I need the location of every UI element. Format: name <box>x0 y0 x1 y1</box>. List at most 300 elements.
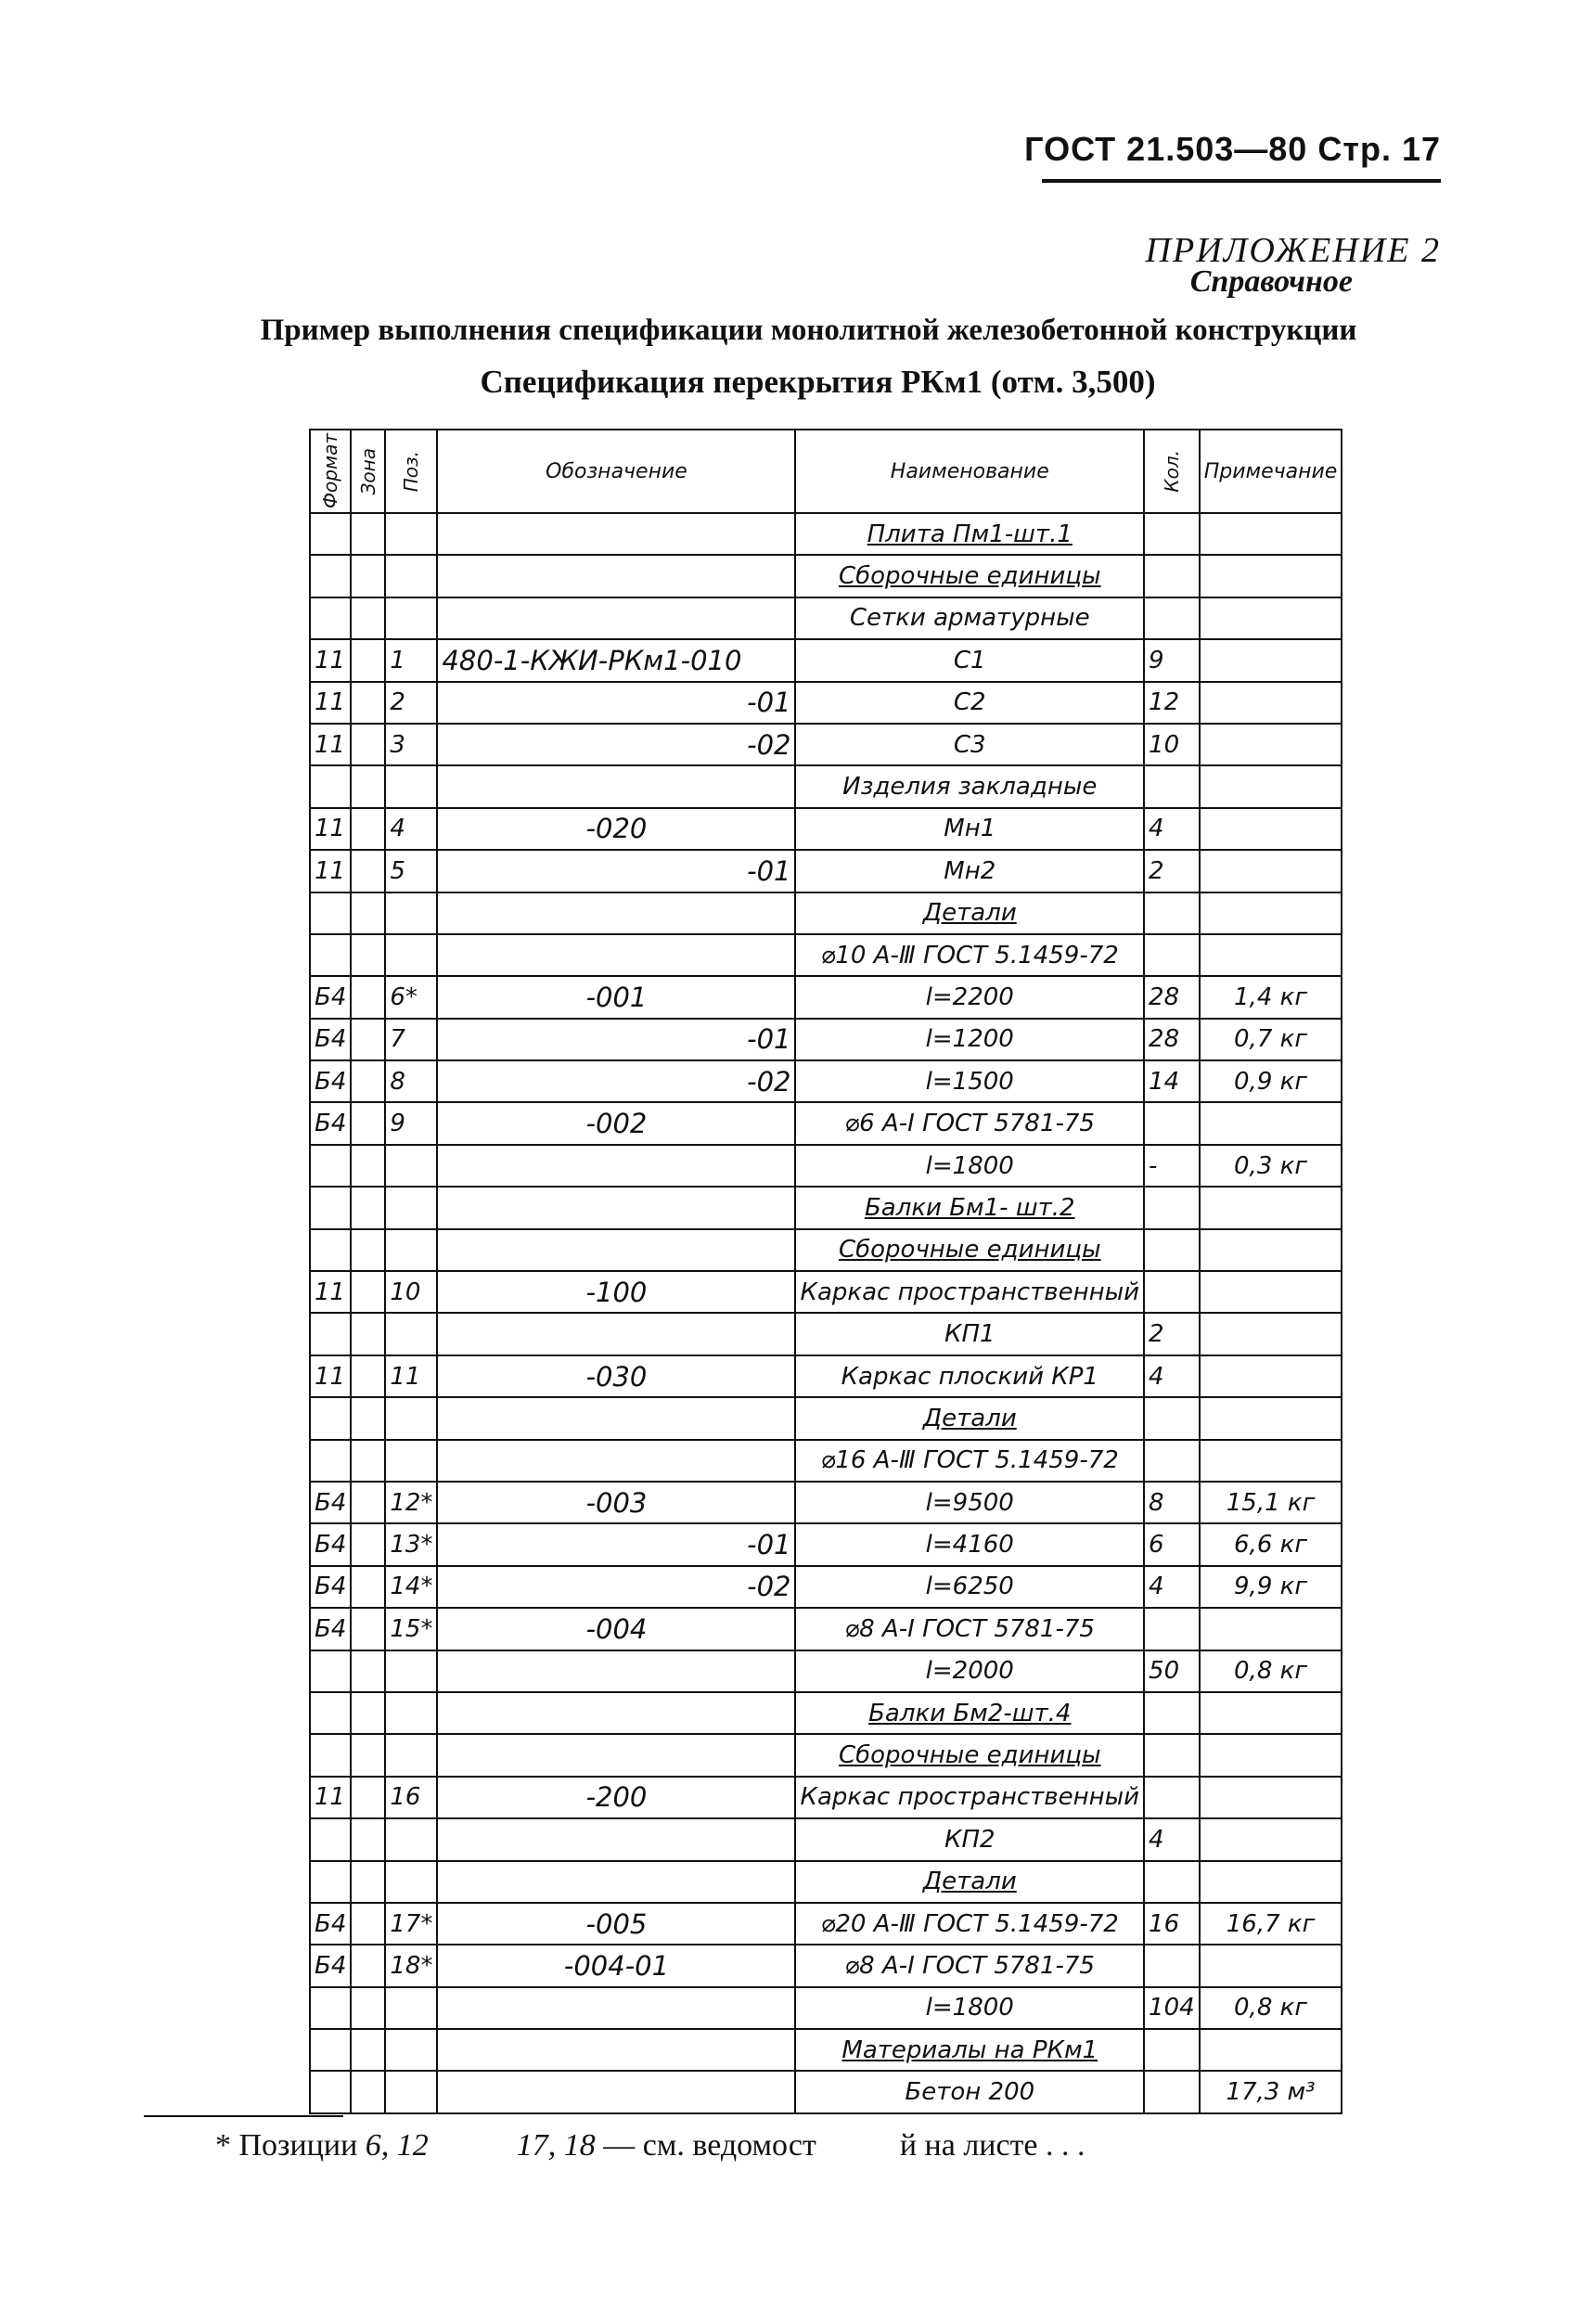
cell-zone <box>351 892 385 934</box>
table-row <box>310 1482 1342 1523</box>
cell-format <box>310 1187 351 1228</box>
cell-position <box>385 2029 437 2071</box>
table-row <box>310 724 1342 765</box>
cell-zone <box>351 1945 385 1986</box>
cell-designation <box>437 1187 795 1228</box>
table-row <box>310 639 1342 681</box>
cell-note: 15,1 кг <box>1200 1482 1342 1523</box>
cell-designation <box>437 1145 795 1187</box>
cell-name: l=1200 <box>795 1019 1144 1060</box>
cell-note <box>1200 1355 1342 1397</box>
cell-quantity <box>1144 1734 1200 1776</box>
cell-format <box>310 934 351 976</box>
cell-note <box>1200 1102 1342 1144</box>
cell-quantity: 10 <box>1144 724 1200 765</box>
table-row <box>310 1650 1342 1692</box>
footnote-positions-2: 17, 18 <box>516 2128 596 2163</box>
cell-position: 11 <box>385 1355 437 1397</box>
cell-designation: -002 <box>437 1102 795 1144</box>
cell-name: КП2 <box>795 1818 1144 1860</box>
cell-zone <box>351 808 385 850</box>
cell-designation <box>437 892 795 934</box>
table-row <box>310 597 1342 639</box>
cell-name: Сборочные единицы <box>795 1229 1144 1271</box>
cell-name: Изделия закладные <box>795 765 1144 807</box>
cell-name: l=9500 <box>795 1482 1144 1523</box>
cell-note: 9,9 кг <box>1200 1566 1342 1608</box>
cell-position: 2 <box>385 682 437 724</box>
cell-note <box>1200 808 1342 850</box>
footnote <box>215 2128 1085 2164</box>
cell-zone <box>351 934 385 976</box>
cell-zone <box>351 1482 385 1523</box>
cell-quantity <box>1144 765 1200 807</box>
cell-format <box>310 1987 351 2029</box>
cell-quantity: 4 <box>1144 808 1200 850</box>
cell-name: ⌀20 А-Ⅲ ГОСТ 5.1459-72 <box>795 1903 1144 1945</box>
cell-position <box>385 597 437 639</box>
cell-note <box>1200 850 1342 892</box>
cell-position <box>385 1987 437 2029</box>
table-header-row <box>310 430 1342 513</box>
cell-position <box>385 1397 437 1439</box>
cell-designation <box>437 1229 795 1271</box>
cell-note <box>1200 1818 1342 1860</box>
header-note: Примечание <box>1200 430 1342 513</box>
cell-format: 11 <box>310 808 351 850</box>
cell-quantity: 14 <box>1144 1060 1200 1102</box>
cell-position <box>385 1313 437 1355</box>
cell-position <box>385 513 437 555</box>
cell-name: КП1 <box>795 1313 1144 1355</box>
header-position: Поз. <box>385 430 437 513</box>
cell-designation: -01 <box>437 682 795 724</box>
cell-note: 0,9 кг <box>1200 1060 1342 1102</box>
cell-note: 0,8 кг <box>1200 1650 1342 1692</box>
cell-position: 8 <box>385 1060 437 1102</box>
cell-name: Мн2 <box>795 850 1144 892</box>
table-row <box>310 1397 1342 1439</box>
cell-note <box>1200 1187 1342 1228</box>
cell-designation <box>437 597 795 639</box>
cell-designation: -200 <box>437 1777 795 1818</box>
cell-zone <box>351 1019 385 1060</box>
cell-format: Б4 <box>310 1566 351 1608</box>
table-row <box>310 1440 1342 1482</box>
cell-zone <box>351 976 385 1018</box>
cell-name: Сетки арматурные <box>795 597 1144 639</box>
cell-note <box>1200 597 1342 639</box>
cell-quantity <box>1144 555 1200 597</box>
cell-name: ⌀6 А-I ГОСТ 5781-75 <box>795 1102 1144 1144</box>
specification-table <box>309 429 1342 2114</box>
cell-position: 13* <box>385 1523 437 1565</box>
cell-zone <box>351 1650 385 1692</box>
cell-zone <box>351 1145 385 1187</box>
table-row <box>310 1102 1342 1144</box>
table-row <box>310 976 1342 1018</box>
table-row <box>310 1187 1342 1228</box>
cell-position: 15* <box>385 1608 437 1650</box>
table-row <box>310 808 1342 850</box>
table-row <box>310 2071 1342 2112</box>
cell-format <box>310 892 351 934</box>
cell-position <box>385 1440 437 1482</box>
cell-zone <box>351 1987 385 2029</box>
cell-format <box>310 1734 351 1776</box>
cell-designation <box>437 1818 795 1860</box>
table-row <box>310 1987 1342 2029</box>
cell-name: С3 <box>795 724 1144 765</box>
table-row <box>310 1355 1342 1397</box>
cell-note <box>1200 934 1342 976</box>
cell-name: l=1800 <box>795 1145 1144 1187</box>
cell-format: Б4 <box>310 1019 351 1060</box>
cell-note <box>1200 513 1342 555</box>
cell-zone <box>351 1777 385 1818</box>
table-row <box>310 1734 1342 1776</box>
cell-note <box>1200 1861 1342 1903</box>
cell-quantity: 50 <box>1144 1650 1200 1692</box>
cell-designation <box>437 765 795 807</box>
cell-note <box>1200 1945 1342 1986</box>
table-row <box>310 934 1342 976</box>
cell-format <box>310 555 351 597</box>
cell-designation <box>437 555 795 597</box>
cell-zone <box>351 1397 385 1439</box>
cell-format: 11 <box>310 1271 351 1313</box>
cell-zone <box>351 2029 385 2071</box>
cell-quantity: 4 <box>1144 1566 1200 1608</box>
cell-quantity: 4 <box>1144 1355 1200 1397</box>
cell-designation: 480-1-КЖИ-РКм1-010 <box>437 639 795 681</box>
cell-note: 0,3 кг <box>1200 1145 1342 1187</box>
cell-quantity <box>1144 1945 1200 1986</box>
cell-format: Б4 <box>310 1523 351 1565</box>
cell-format <box>310 513 351 555</box>
cell-designation: -001 <box>437 976 795 1018</box>
cell-zone <box>351 1566 385 1608</box>
table-row <box>310 1861 1342 1903</box>
table-row <box>310 1818 1342 1860</box>
cell-name: ⌀10 А-Ⅲ ГОСТ 5.1459-72 <box>795 934 1144 976</box>
table-row <box>310 1229 1342 1271</box>
cell-zone <box>351 1355 385 1397</box>
table-row <box>310 1019 1342 1060</box>
cell-name: Каркас плоский КР1 <box>795 1355 1144 1397</box>
cell-quantity <box>1144 597 1200 639</box>
table-row <box>310 1060 1342 1102</box>
cell-quantity: 28 <box>1144 1019 1200 1060</box>
cell-format <box>310 597 351 639</box>
cell-name: l=6250 <box>795 1566 1144 1608</box>
cell-name: l=4160 <box>795 1523 1144 1565</box>
cell-designation: -02 <box>437 1566 795 1608</box>
cell-format: Б4 <box>310 1945 351 1986</box>
cell-note <box>1200 1777 1342 1818</box>
table-row <box>310 1903 1342 1945</box>
cell-quantity <box>1144 1102 1200 1144</box>
cell-note: 16,7 кг <box>1200 1903 1342 1945</box>
cell-position: 17* <box>385 1903 437 1945</box>
cell-zone <box>351 1060 385 1102</box>
cell-designation <box>437 1692 795 1734</box>
cell-quantity <box>1144 1608 1200 1650</box>
cell-note <box>1200 765 1342 807</box>
cell-note <box>1200 1692 1342 1734</box>
table-row <box>310 513 1342 555</box>
cell-format <box>310 1313 351 1355</box>
cell-format <box>310 1818 351 1860</box>
cell-designation: -100 <box>437 1271 795 1313</box>
cell-quantity <box>1144 934 1200 976</box>
cell-designation <box>437 1313 795 1355</box>
cell-quantity: 16 <box>1144 1903 1200 1945</box>
cell-quantity: 12 <box>1144 682 1200 724</box>
cell-designation: -02 <box>437 1060 795 1102</box>
cell-name: Каркас пространственный <box>795 1777 1144 1818</box>
cell-name: Сборочные единицы <box>795 555 1144 597</box>
cell-position: 5 <box>385 850 437 892</box>
cell-format: Б4 <box>310 1060 351 1102</box>
cell-designation <box>437 2071 795 2112</box>
footnote-lead: * Позиции <box>215 2128 366 2163</box>
cell-name: Сборочные единицы <box>795 1734 1144 1776</box>
cell-format: Б4 <box>310 1482 351 1523</box>
cell-note <box>1200 1440 1342 1482</box>
table-body <box>310 513 1342 2113</box>
table-row <box>310 765 1342 807</box>
cell-position <box>385 1650 437 1692</box>
table-row <box>310 1608 1342 1650</box>
cell-position: 16 <box>385 1777 437 1818</box>
header-rule <box>1042 179 1441 183</box>
cell-position <box>385 1145 437 1187</box>
cell-note <box>1200 1271 1342 1313</box>
cell-position: 7 <box>385 1019 437 1060</box>
cell-position <box>385 555 437 597</box>
cell-designation <box>437 513 795 555</box>
cell-quantity <box>1144 1692 1200 1734</box>
cell-position <box>385 1229 437 1271</box>
table-row <box>310 1313 1342 1355</box>
cell-note: 17,3 м³ <box>1200 2071 1342 2112</box>
cell-format: Б4 <box>310 1903 351 1945</box>
cell-format: 11 <box>310 724 351 765</box>
cell-format <box>310 765 351 807</box>
cell-quantity <box>1144 1229 1200 1271</box>
table-row <box>310 892 1342 934</box>
table-row <box>310 1566 1342 1608</box>
cell-format <box>310 1440 351 1482</box>
cell-quantity: 8 <box>1144 1482 1200 1523</box>
cell-zone <box>351 513 385 555</box>
cell-quantity <box>1144 1271 1200 1313</box>
cell-position <box>385 1692 437 1734</box>
cell-name: l=2200 <box>795 976 1144 1018</box>
cell-format <box>310 2071 351 2112</box>
appendix-subtitle: Справочное <box>1189 264 1353 299</box>
main-title: Пример выполнения спецификации монолитной железобетонной конструкции <box>260 314 1357 347</box>
document-code: ГОСТ 21.503—80 Стр. 17 <box>1024 130 1441 168</box>
cell-format <box>310 1397 351 1439</box>
cell-note <box>1200 682 1342 724</box>
cell-designation <box>437 1861 795 1903</box>
cell-position <box>385 1861 437 1903</box>
cell-position <box>385 2071 437 2112</box>
cell-note <box>1200 724 1342 765</box>
cell-name: Детали <box>795 1861 1144 1903</box>
table-row <box>310 682 1342 724</box>
table-row <box>310 1145 1342 1187</box>
cell-position: 12* <box>385 1482 437 1523</box>
cell-position <box>385 934 437 976</box>
cell-zone <box>351 1818 385 1860</box>
cell-designation: -005 <box>437 1903 795 1945</box>
cell-quantity <box>1144 1397 1200 1439</box>
cell-quantity: 28 <box>1144 976 1200 1018</box>
cell-format: 11 <box>310 1355 351 1397</box>
cell-quantity <box>1144 1861 1200 1903</box>
cell-position: 1 <box>385 639 437 681</box>
cell-format <box>310 1692 351 1734</box>
cell-position: 10 <box>385 1271 437 1313</box>
table-row <box>310 1523 1342 1565</box>
cell-zone <box>351 1608 385 1650</box>
cell-note <box>1200 1397 1342 1439</box>
cell-format <box>310 1145 351 1187</box>
cell-zone <box>351 1102 385 1144</box>
table-row <box>310 2029 1342 2071</box>
cell-position <box>385 1818 437 1860</box>
cell-zone <box>351 1440 385 1482</box>
cell-zone <box>351 682 385 724</box>
cell-name: Балки Бм1- шт.2 <box>795 1187 1144 1228</box>
cell-zone <box>351 1734 385 1776</box>
cell-designation: -004-01 <box>437 1945 795 1986</box>
cell-name: Бетон 200 <box>795 2071 1144 2112</box>
cell-designation: -01 <box>437 1019 795 1060</box>
cell-name: ⌀16 А-Ⅲ ГОСТ 5.1459-72 <box>795 1440 1144 1482</box>
cell-position <box>385 765 437 807</box>
cell-quantity <box>1144 2071 1200 2112</box>
cell-position: 3 <box>385 724 437 765</box>
cell-zone <box>351 555 385 597</box>
cell-note <box>1200 2029 1342 2071</box>
cell-designation <box>437 1987 795 2029</box>
cell-designation <box>437 1440 795 1482</box>
header-zone: Зона <box>351 430 385 513</box>
cell-quantity: 2 <box>1144 850 1200 892</box>
header-format: Формат <box>310 430 351 513</box>
cell-name: l=2000 <box>795 1650 1144 1692</box>
cell-position: 18* <box>385 1945 437 1986</box>
footnote-end: й на листе . . . <box>899 2128 1085 2163</box>
spec-title: Спецификация перекрытия РКм1 (отм. 3,500) <box>480 364 1156 400</box>
cell-zone <box>351 597 385 639</box>
cell-note <box>1200 639 1342 681</box>
table-row <box>310 1692 1342 1734</box>
cell-zone <box>351 1271 385 1313</box>
cell-designation: -02 <box>437 724 795 765</box>
cell-format: Б4 <box>310 1102 351 1144</box>
cell-zone <box>351 765 385 807</box>
cell-zone <box>351 1903 385 1945</box>
cell-designation <box>437 1734 795 1776</box>
cell-designation: -01 <box>437 850 795 892</box>
cell-zone <box>351 1523 385 1565</box>
cell-name: Плита Пм1-шт.1 <box>795 513 1144 555</box>
cell-name: Детали <box>795 892 1144 934</box>
cell-note <box>1200 1734 1342 1776</box>
cell-name: l=1500 <box>795 1060 1144 1102</box>
appendix-title: ПРИЛОЖЕНИЕ 2 <box>1145 231 1441 270</box>
cell-quantity: 2 <box>1144 1313 1200 1355</box>
cell-format <box>310 1650 351 1692</box>
footnote-tail: — см. ведомост <box>595 2128 816 2163</box>
cell-quantity <box>1144 1440 1200 1482</box>
table-row <box>310 1777 1342 1818</box>
cell-zone <box>351 2071 385 2112</box>
cell-zone <box>351 639 385 681</box>
cell-zone <box>351 1692 385 1734</box>
cell-zone <box>351 1313 385 1355</box>
cell-format: 11 <box>310 639 351 681</box>
cell-format: 11 <box>310 850 351 892</box>
cell-name: l=1800 <box>795 1987 1144 2029</box>
cell-quantity <box>1144 1187 1200 1228</box>
cell-format <box>310 1229 351 1271</box>
cell-designation <box>437 1650 795 1692</box>
cell-quantity: - <box>1144 1145 1200 1187</box>
cell-zone <box>351 1861 385 1903</box>
cell-note <box>1200 1229 1342 1271</box>
cell-note: 6,6 кг <box>1200 1523 1342 1565</box>
cell-note <box>1200 1313 1342 1355</box>
cell-quantity: 9 <box>1144 639 1200 681</box>
cell-format: 11 <box>310 682 351 724</box>
cell-zone <box>351 1229 385 1271</box>
cell-quantity: 6 <box>1144 1523 1200 1565</box>
cell-position: 4 <box>385 808 437 850</box>
cell-designation: -030 <box>437 1355 795 1397</box>
cell-quantity <box>1144 513 1200 555</box>
cell-format: 11 <box>310 1777 351 1818</box>
cell-position <box>385 892 437 934</box>
cell-zone <box>351 1187 385 1228</box>
header-designation: Обозначение <box>437 430 795 513</box>
cell-position <box>385 1734 437 1776</box>
cell-quantity: 104 <box>1144 1987 1200 2029</box>
cell-note <box>1200 1608 1342 1650</box>
cell-designation: -01 <box>437 1523 795 1565</box>
cell-quantity: 4 <box>1144 1818 1200 1860</box>
cell-quantity <box>1144 2029 1200 2071</box>
table-row <box>310 850 1342 892</box>
cell-position <box>385 1187 437 1228</box>
cell-note: 0,7 кг <box>1200 1019 1342 1060</box>
cell-note: 1,4 кг <box>1200 976 1342 1018</box>
table-row <box>310 1271 1342 1313</box>
cell-zone <box>351 850 385 892</box>
cell-designation <box>437 1397 795 1439</box>
footnote-positions: 6, 12 <box>365 2128 429 2163</box>
cell-name: ⌀8 А-I ГОСТ 5781-75 <box>795 1608 1144 1650</box>
cell-name: Каркас пространственный <box>795 1271 1144 1313</box>
footnote-rule <box>144 2115 343 2117</box>
cell-position: 6* <box>385 976 437 1018</box>
cell-name: Мн1 <box>795 808 1144 850</box>
